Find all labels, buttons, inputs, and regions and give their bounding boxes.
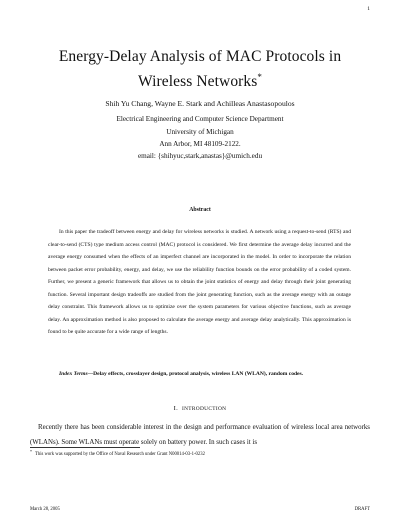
footer-status: DRAFT (354, 507, 370, 512)
abstract-heading: Abstract (189, 207, 211, 213)
intro-body (30, 420, 370, 450)
footnote-mark: * (30, 449, 32, 454)
paper-title-line-2-text: Wireless Networks (137, 73, 258, 90)
index-terms-text: —Delay effects, crosslayer design, protocol analysis, wireless LAN (WLAN), random codes. (87, 371, 304, 377)
paper-title-line-2 (0, 73, 400, 90)
footnote-divider (30, 447, 140, 448)
section-heading (0, 406, 400, 413)
affiliation-department: Electrical Engineering and Computer Science Department (116, 115, 284, 123)
affiliation-university: University of Michigan (166, 128, 234, 136)
author-email: email: {shihyuc,stark,anastas}@umich.edu (137, 152, 263, 160)
section-numeral: I. (173, 405, 179, 412)
index-terms (48, 368, 351, 381)
affiliation-address: Ann Arbor, MI 48109-2122. (159, 140, 241, 148)
author-list: Shih Yu Chang, Wayne E. Stark and Achilleas Anastasopoulos (105, 99, 295, 108)
section-title: INTRODUCTION (182, 406, 227, 412)
abstract-body (48, 226, 351, 339)
footer-date: March 28, 2005 (30, 507, 60, 512)
footnote (30, 450, 205, 458)
abstract-text: In this paper the tradeoff between energy and delay for wireless networks is studied. A network using a request-to-send (RTS) and clear-to-send (CTS) type medium access control (MAC) protocol is considered. We first determine the average delay incurred and the average energy consumed when the effects of an imperfect channel are incorporated in the model. In order to incorporate the relation between packet error probability, energy, and delay, we use the reliability function bounds on the error probability of a coded system. Further, we present a generic framework that allows us to obtain the joint statistics of energy and delay through their joint generating function. Several important design tradeoffs are studied from the joint generating function, such as the average energy with an outage delay constraint. This framework allows us to optimize over the system parameters for various objective functions, such as average delay. An approximation method is also proposed to calculate the average energy and average delay analytically. This approximation is found to be quite accurate for a wide range of lengths. (48, 229, 351, 336)
footnote-text: This work was supported by the Office of Naval Research under Grant N00014-03-1-0232 (35, 452, 205, 457)
title-footnote-mark: * (257, 72, 263, 82)
paper-title-line-1: Energy-Delay Analysis of MAC Protocols in (58, 48, 342, 65)
intro-paragraph: Recently there has been considerable interest in the design and performance evaluation of wireless local area networks (WLANs). Some WLANs must operate solely on battery power. In such cases it is (30, 424, 370, 446)
page-number: 1 (367, 6, 370, 12)
index-terms-label: Index Terms (59, 371, 88, 377)
